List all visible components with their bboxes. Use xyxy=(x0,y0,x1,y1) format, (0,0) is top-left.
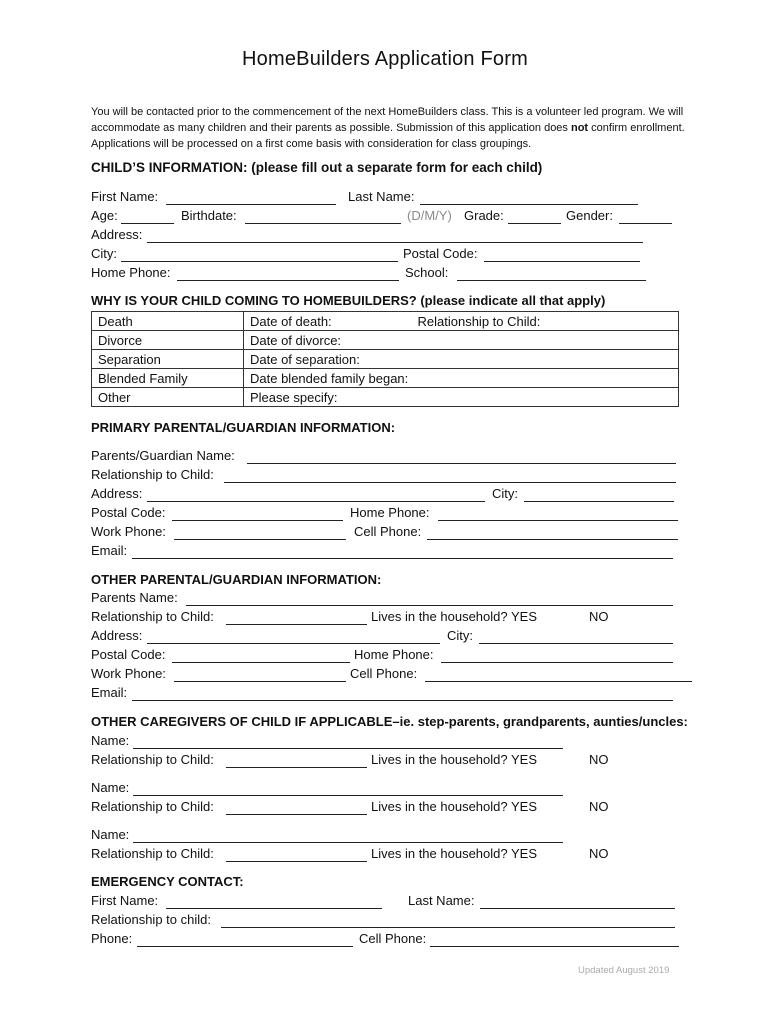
child-age-label: Age: xyxy=(91,208,118,223)
caregiver-1-relationship-label: Relationship to Child: xyxy=(91,752,214,767)
primary-work-phone-field[interactable] xyxy=(174,539,346,541)
detail-cell xyxy=(244,312,679,331)
primary-guardian-heading: PRIMARY PARENTAL/GUARDIAN INFORMATION: xyxy=(91,420,396,435)
intro-paragraph xyxy=(91,104,691,152)
child-last-name-field[interactable] xyxy=(420,204,638,206)
reason-cell: Blended Family xyxy=(92,369,244,388)
other-cell-phone-label: Cell Phone: xyxy=(350,666,418,681)
caregiver-3-lives-no-label[interactable]: NO xyxy=(589,846,609,861)
other-home-phone-field[interactable] xyxy=(441,662,673,664)
child-birthdate-label: Birthdate: xyxy=(181,208,237,223)
caregiver-2-relationship-label: Relationship to Child: xyxy=(91,799,214,814)
child-age-field[interactable] xyxy=(121,223,174,225)
primary-home-phone-label: Home Phone: xyxy=(350,505,430,520)
reasons-table xyxy=(91,311,679,407)
primary-home-phone-field[interactable] xyxy=(438,520,678,522)
child-city-label: City: xyxy=(91,246,117,261)
primary-postal-code-label: Postal Code: xyxy=(91,505,166,520)
other-work-phone-label: Work Phone: xyxy=(91,666,166,681)
table-row[interactable] xyxy=(92,369,679,388)
primary-relationship-label: Relationship to Child: xyxy=(91,467,214,482)
child-address-field[interactable] xyxy=(147,242,643,244)
child-gender-label: Gender: xyxy=(566,208,613,223)
other-guardian-heading: OTHER PARENTAL/GUARDIAN INFORMATION: xyxy=(91,572,382,587)
detail-label: Date of death: xyxy=(250,313,332,329)
other-email-field[interactable] xyxy=(132,700,673,702)
detail-cell: Please specify: xyxy=(244,388,679,407)
caregiver-2-lives-no-label[interactable]: NO xyxy=(589,799,609,814)
reasons-heading: WHY IS YOUR CHILD COMING TO HOMEBUILDERS? (please indicate all that apply) xyxy=(91,293,606,308)
primary-work-phone-label: Work Phone: xyxy=(91,524,166,539)
emergency-cell-phone-field[interactable] xyxy=(430,946,679,948)
caregiver-2-name-field[interactable] xyxy=(133,795,563,797)
page-title: HomeBuilders Application Form xyxy=(242,48,528,70)
emergency-phone-label: Phone: xyxy=(91,931,133,946)
caregiver-1-name-label: Name: xyxy=(91,733,130,748)
other-lives-yes-label[interactable]: Lives in the household? YES xyxy=(371,609,537,624)
primary-email-field[interactable] xyxy=(132,558,673,560)
other-relationship-label: Relationship to Child: xyxy=(91,609,214,624)
child-postal-code-label: Postal Code: xyxy=(403,246,478,261)
caregiver-3-lives-yes-label[interactable]: Lives in the household? YES xyxy=(371,846,537,861)
caregivers-heading: OTHER CAREGIVERS OF CHILD IF APPLICABLE–ie. step-parents, grandparents, aunties/uncles: xyxy=(91,714,688,729)
caregiver-2-relationship-field[interactable] xyxy=(226,814,367,816)
other-postal-code-field[interactable] xyxy=(172,662,350,664)
detail-cell: Date of divorce: xyxy=(244,331,679,350)
child-city-field[interactable] xyxy=(121,261,398,263)
child-home-phone-label: Home Phone: xyxy=(91,265,171,280)
caregiver-2-name-label: Name: xyxy=(91,780,130,795)
caregiver-1-lives-yes-label[interactable]: Lives in the household? YES xyxy=(371,752,537,767)
other-work-phone-field[interactable] xyxy=(174,681,346,683)
child-address-label: Address: xyxy=(91,227,143,242)
table-row[interactable] xyxy=(92,312,679,331)
primary-city-field[interactable] xyxy=(524,501,674,503)
emergency-relationship-label: Relationship to child: xyxy=(91,912,211,927)
caregiver-3-relationship-label: Relationship to Child: xyxy=(91,846,214,861)
caregiver-1-relationship-field[interactable] xyxy=(226,767,367,769)
intro-text-after: confirm enrollment. Applications will be processed on a first come basis with consideration for class groupings. xyxy=(91,122,685,150)
primary-address-field[interactable] xyxy=(147,501,485,503)
other-name-label: Parents Name: xyxy=(91,590,178,605)
child-home-phone-field[interactable] xyxy=(177,280,399,282)
other-address-label: Address: xyxy=(91,628,143,643)
other-postal-code-label: Postal Code: xyxy=(91,647,166,662)
child-grade-label: Grade: xyxy=(464,208,504,223)
intro-text-before: You will be contacted prior to the commencement of the next HomeBuilders class. This is a volunteer led program. We will accommodate as many children and their parents as possible. Submission of this application does xyxy=(91,106,684,134)
primary-address-label: Address: xyxy=(91,486,143,501)
caregiver-3-name-field[interactable] xyxy=(133,842,563,844)
primary-cell-phone-field[interactable] xyxy=(427,539,678,541)
child-school-label: School: xyxy=(405,265,449,280)
updated-date: Updated August 2019 xyxy=(578,965,670,976)
table-row[interactable] xyxy=(92,388,679,407)
other-home-phone-label: Home Phone: xyxy=(354,647,434,662)
detail-cell: Date blended family began: xyxy=(244,369,679,388)
relationship-label: Relationship to Child: xyxy=(417,313,541,329)
emergency-cell-phone-label: Cell Phone: xyxy=(359,931,427,946)
emergency-heading: EMERGENCY CONTACT: xyxy=(91,874,244,889)
table-row[interactable] xyxy=(92,350,679,369)
child-school-field[interactable] xyxy=(457,280,646,282)
caregiver-2-lives-yes-label[interactable]: Lives in the household? YES xyxy=(371,799,537,814)
other-cell-phone-field[interactable] xyxy=(425,681,692,683)
child-last-name-label: Last Name: xyxy=(348,189,415,204)
emergency-first-name-field[interactable] xyxy=(166,908,382,910)
other-address-field[interactable] xyxy=(147,643,440,645)
emergency-phone-field[interactable] xyxy=(137,946,353,948)
child-birthdate-field[interactable] xyxy=(245,223,401,225)
child-postal-code-field[interactable] xyxy=(484,261,640,263)
emergency-relationship-field[interactable] xyxy=(221,927,675,929)
caregiver-3-name-label: Name: xyxy=(91,827,130,842)
other-lives-no-label[interactable]: NO xyxy=(589,609,609,624)
caregiver-1-name-field[interactable] xyxy=(133,748,563,750)
reason-cell: Separation xyxy=(92,350,244,369)
date-format-hint: (D/M/Y) xyxy=(407,208,452,223)
reason-cell: Death xyxy=(92,312,244,331)
primary-name-label: Parents/Guardian Name: xyxy=(91,448,235,463)
child-first-name-label: First Name: xyxy=(91,189,159,204)
child-info-heading: CHILD’S INFORMATION: (please fill out a separate form for each child) xyxy=(91,160,543,175)
reason-cell: Other xyxy=(92,388,244,407)
primary-city-label: City: xyxy=(492,486,518,501)
child-grade-field[interactable] xyxy=(508,223,561,225)
other-city-field[interactable] xyxy=(479,643,673,645)
primary-cell-phone-label: Cell Phone: xyxy=(354,524,422,539)
intro-bold-word: not xyxy=(570,122,589,134)
other-email-label: Email: xyxy=(91,685,128,700)
detail-cell: Date of separation: xyxy=(244,350,679,369)
primary-email-label: Email: xyxy=(91,543,128,558)
emergency-first-name-label: First Name: xyxy=(91,893,159,908)
child-first-name-field[interactable] xyxy=(166,204,336,206)
caregiver-3-relationship-field[interactable] xyxy=(226,861,367,863)
other-city-label: City: xyxy=(447,628,473,643)
table-row[interactable] xyxy=(92,331,679,350)
child-gender-field[interactable] xyxy=(619,223,672,225)
other-name-field[interactable] xyxy=(186,605,673,607)
caregiver-1-lives-no-label[interactable]: NO xyxy=(589,752,609,767)
emergency-last-name-field[interactable] xyxy=(480,908,675,910)
reason-cell: Divorce xyxy=(92,331,244,350)
primary-relationship-field[interactable] xyxy=(224,482,676,484)
emergency-last-name-label: Last Name: xyxy=(408,893,475,908)
other-relationship-field[interactable] xyxy=(226,624,367,626)
primary-postal-code-field[interactable] xyxy=(172,520,343,522)
primary-name-field[interactable] xyxy=(247,463,676,465)
